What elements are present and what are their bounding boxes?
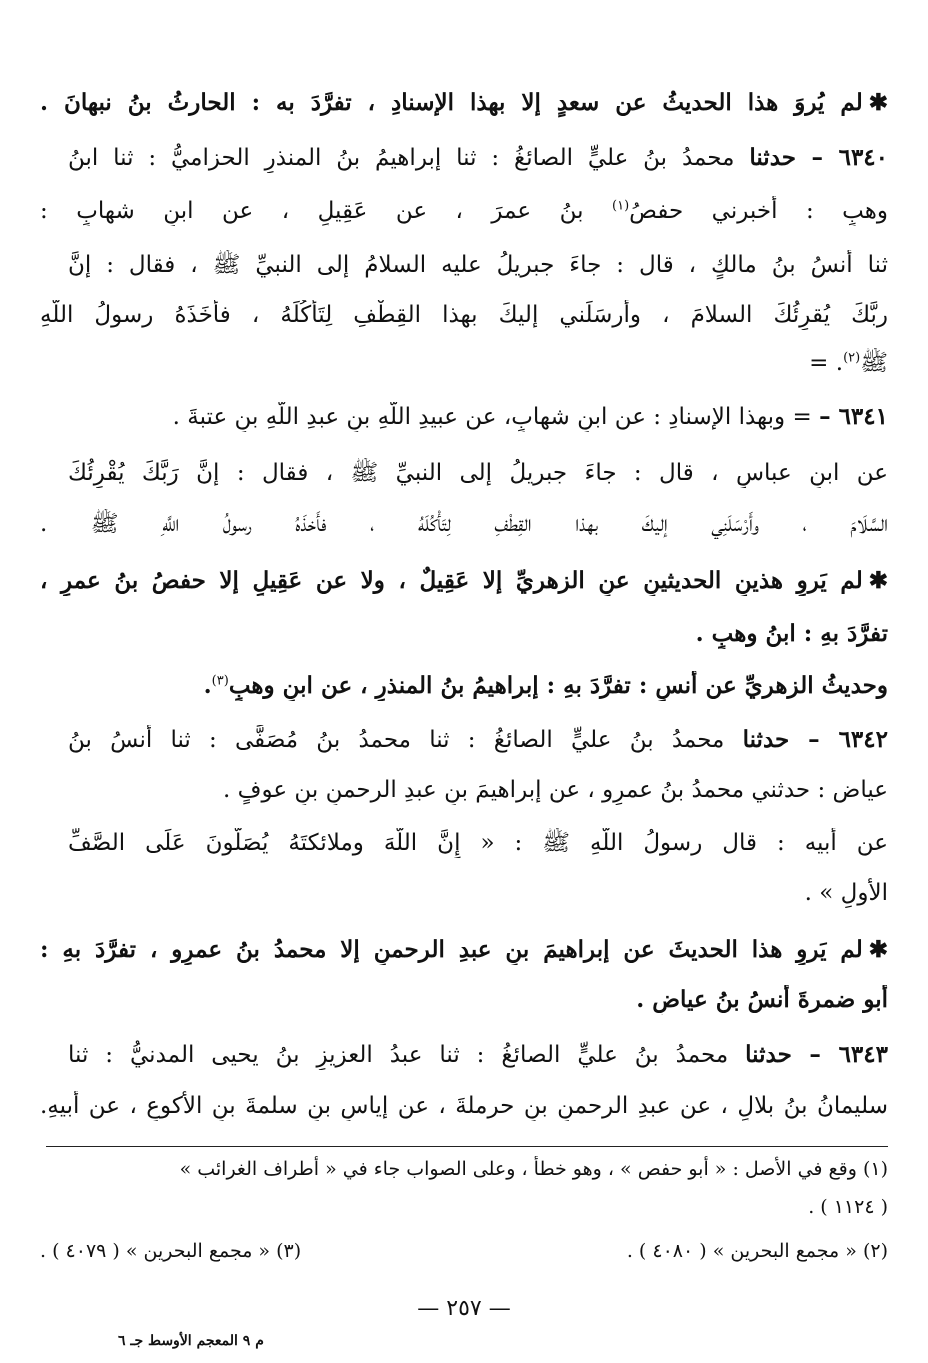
text-line [68,1040,888,1070]
star-marker: ✱ [868,89,888,116]
footnote-3: (٣) « مجمع البحرين » ( ٤٠٧٩ ) . [40,1240,302,1262]
footnote-marker: (١) [612,198,630,214]
text-line [68,725,888,755]
text-segment: السَّلَامَ ، وأَرْسَلَنِي إليكَ بهذا القِطْفِ لِتَأْكُلَهُ ، فأَخذَهُ رسولُ اللَّهِ ﷺ . [40,511,888,537]
text-segment: الأولِ » . [804,880,888,906]
footnotes-row [40,1238,888,1264]
text-line [68,250,888,280]
text-segment: ٦٣٤٠ – حدثنا [749,144,888,171]
text-line [68,828,888,858]
footnote-1: (١) وقع في الأصل : « أبو حفص » ، وهو خطأ ، وعلى الصواب جاء في « أطراف الغرائب » [179,1158,888,1180]
text-segment: ٦٣٤٢ – حدثنا [742,726,888,753]
footnote-1-continued: ( ١١٢٤ ) . [808,1196,888,1218]
text-segment: أبو ضمرةَ أنسُ بنُ عياضٍ . [636,986,888,1013]
text-segment: ثنا أنسُ بنُ مالكٍ ، قال : جاءَ جبريلُ عليه السلامُ إلى النبيِّ ﷺ ، فقال : إنَّ [68,252,888,278]
text-line [40,566,888,596]
text-line [40,509,888,539]
text-segment: لم يُروَ هذا الحديثُ عن سعدٍ إلا بهذا الإسنادِ ، تفرَّدَ به : الحارثُ بنُ نبهانَ . [40,89,863,116]
text-segment: لم يَروِ هذينِ الحديثينِ عنِ الزهريِّ إلا عَقِيلٌ ، ولا عن عَقِيلٍ إلا حفصُ بنُ عمرٍ ، [40,567,863,594]
footnote-marker: (٢) [843,350,861,366]
text-segment: ﷺ [860,350,888,376]
text-segment: محمدُ بنُ عليٍّ الصائغُ : ثنا إبراهيمُ بنُ المنذرِ الحزاميُّ : ثنا ابنُ [68,145,750,171]
text-segment: بنُ عمرَ ، عن عَقِيلٍ ، عن ابنِ شهابٍ : [40,198,613,224]
text-segment: عن ابنِ عباسٍ ، قال : جاءَ جبريلُ إلى النبيِّ ﷺ ، فقال : إنَّ رَبَّكَ يُقْرِئُكَ [68,460,888,486]
page-number: — ٢٥٧ — [417,1296,511,1321]
text-line [40,878,888,908]
text-line [40,775,888,805]
star-marker: ✱ [868,567,888,594]
text-segment: ٦٣٤٣ – حدثنا [745,1041,888,1068]
text-segment: تفرَّدَ بهِ : ابنُ وهبٍ . [695,620,888,647]
text-segment: محمدُ بنُ عليٍّ الصائغُ : ثنا عبدُ العزيزِ بنُ يحيى المدنيُّ : ثنا [68,1042,746,1068]
text-segment: ربَّكَ يُقرِئُكَ السلامَ ، وأَرسَلَني إليكَ بهذا القِطْفِ لِتَأكُلَهُ ، فأَخَذَهُ رسولُ اللَّهِ [40,302,888,328]
footnote-divider [46,1146,888,1147]
text-line [40,348,888,378]
text-segment: عن أبيه : قال رسولُ اللَّهِ ﷺ : « إِنَّ اللَّهَ وملائكتَهُ يُصَلُّونَ عَلَى الصَّفِّ [68,830,888,856]
text-line [40,935,888,965]
text-line [68,671,888,701]
text-line [40,985,888,1015]
text-line [40,1091,888,1121]
text-line [68,458,888,488]
text-segment: = وبهذا الإسنادِ : عن ابنِ شهابٍ، عن عبيدِ اللَّهِ بنِ عبدِ اللَّهِ بنِ عتبةَ . [172,404,820,430]
text-line [68,402,888,432]
footnote-2: (٢) « مجمع البحرين » ( ٤٠٨٠ ) . [626,1240,888,1262]
text-line [40,300,888,330]
text-line [40,196,888,226]
text-segment: وهبٍ : أخبرني حفصُ [629,198,888,224]
text-segment: . [203,672,212,699]
text-segment: عياضٍ : حدثني محمدُ بنُ عمرٍو ، عن إبراهيمَ بنِ عبدِ الرحمنِ بنِ عوفٍ . [223,777,888,803]
text-segment: سليمانُ بنُ بلالٍ ، عن عبدِ الرحمنِ بنِ حرملةَ ، عن إياسِ بنِ سلمةَ بنِ الأكوعِ ، عن أبيهِ. [40,1093,888,1119]
text-segment: لم يَروِ هذا الحديثَ عن إبراهيمَ بنِ عبدِ الرحمنِ إلا محمدُ بنُ عمرٍو ، تفرَّدَ بهِ : [40,936,863,963]
text-line [40,619,888,649]
text-segment: وحديثُ الزهريِّ عن أنسٍ : تفرَّدَ بهِ : إبراهيمُ بنُ المنذرِ ، عن ابنِ وهبٍ [228,672,888,699]
star-marker: ✱ [868,936,888,963]
text-line [68,143,888,173]
text-line [40,88,888,118]
signature-mark: م ٩ المعجم الأوسط جـ ٦ [118,1333,264,1349]
text-segment: ٦٣٤١ – [819,403,888,430]
text-segment: . = [809,350,844,376]
footnote-marker: (٣) [211,673,229,689]
text-segment: محمدُ بنُ عليٍّ الصائغُ : ثنا محمدُ بنُ مُصَفَّى : ثنا أنسُ بنُ [68,727,743,753]
